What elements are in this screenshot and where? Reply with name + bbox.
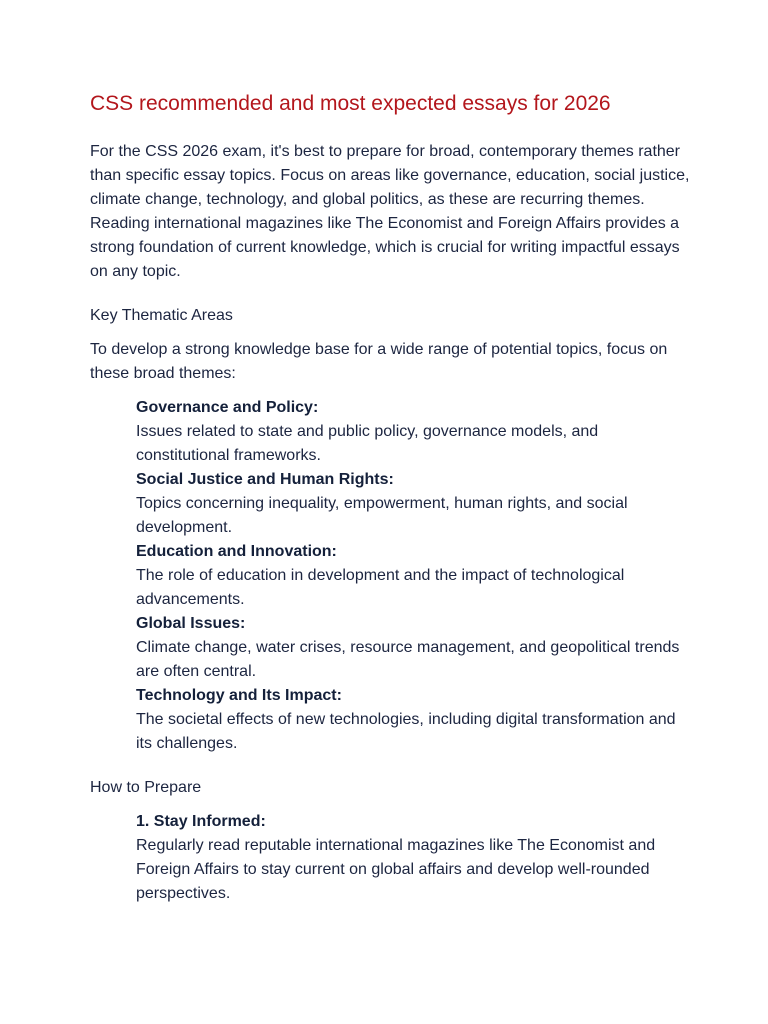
list-item: [136, 684, 690, 756]
intro-paragraph: For the CSS 2026 exam, it's best to prepare for broad, contemporary themes rather than specific essay topics. Focus on areas like governance, education, social justice, climate change, technology, and global politics, as these are recurring themes. Reading international magazines like The Economist and Foreign Affairs provides a strong foundation of current knowledge, which is crucial for writing impactful essays on any topic.: [90, 143, 690, 280]
key-areas-lead-paragraph: To develop a strong knowledge base for a wide range of potential topics, focus on these broad themes:: [90, 341, 668, 382]
step-title: 1. Stay Informed:: [136, 813, 266, 830]
item-description: Issues related to state and public policy, governance models, and constitutional frameworks.: [136, 423, 599, 464]
item-title: Social Justice and Human Rights:: [136, 471, 394, 488]
how-to-prepare-heading: How to Prepare: [90, 779, 202, 796]
item-title: Education and Innovation:: [136, 543, 337, 560]
item-title: Technology and Its Impact:: [136, 687, 342, 704]
step-description: Regularly read reputable international magazines like The Economist and Foreign Affairs to stay current on global affairs and develop well-rounded perspectives.: [136, 837, 656, 902]
key-thematic-areas-heading: Key Thematic Areas: [90, 307, 233, 324]
list-item: [136, 540, 690, 612]
list-item: [136, 396, 690, 468]
item-description: Topics concerning inequality, empowerment, human rights, and social development.: [136, 495, 628, 536]
list-item: [136, 612, 690, 684]
item-description: Climate change, water crises, resource management, and geopolitical trends are often central.: [136, 639, 680, 680]
item-description: The role of education in development and the impact of technological advancements.: [136, 567, 625, 608]
item-title: Global Issues:: [136, 615, 246, 632]
list-item: [136, 810, 690, 906]
page-title: CSS recommended and most expected essays for 2026: [90, 92, 611, 115]
item-title: Governance and Policy:: [136, 399, 319, 416]
item-description: The societal effects of new technologies, including digital transformation and its challenges.: [136, 711, 676, 752]
list-item: [136, 468, 690, 540]
document-page: [90, 88, 690, 906]
preparation-steps-list: [90, 810, 690, 906]
thematic-areas-list: [90, 396, 690, 756]
